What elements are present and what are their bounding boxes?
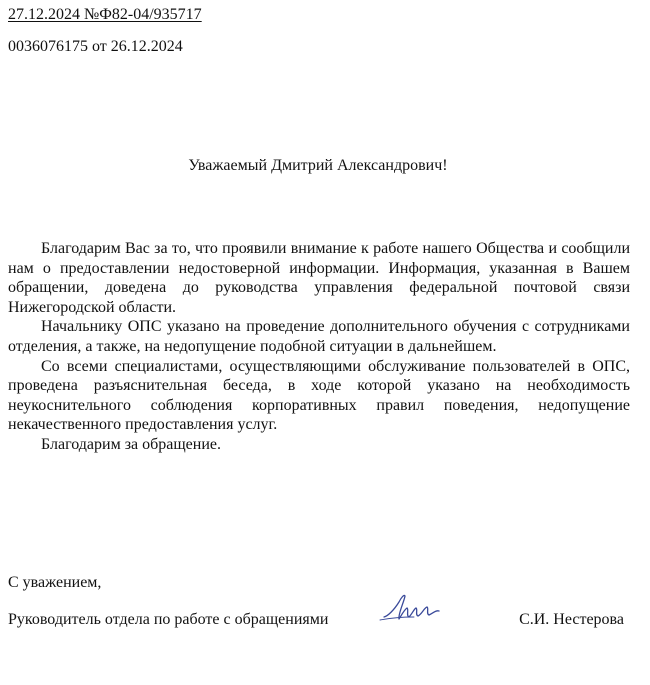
signer-name: С.И. Нестерова	[519, 611, 624, 628]
handwritten-signature	[378, 590, 448, 626]
regards-line: С уважением,	[8, 574, 102, 591]
signature-block	[8, 611, 630, 635]
letter-body	[8, 239, 630, 455]
body-paragraph: Начальнику ОПС указано на проведение дополнительного обучения с сотрудниками отделения, а также, на недопущение подобной ситуации в дальнейшем.	[8, 318, 630, 355]
signer-position: Руководитель отдела по работе с обращениями	[8, 611, 329, 628]
registration-number	[8, 6, 202, 24]
body-paragraph: Благодарим за обращение.	[41, 435, 222, 453]
body-paragraph: Со всеми специалистами, осуществляющими обслуживание пользователей в ОПС, проведена разъяснительная беседа, в ходе которой указано на необходимость неукоснительного соблюдения корпоративных правил поведения, недопущение некачественного предоставления услуг.	[8, 357, 630, 434]
registration-number-text: 27.12.2024 №Ф82-04/935717	[8, 6, 202, 23]
body-paragraph: Благодарим Вас за то, что проявили внимание к работе нашего Общества и сообщили нам о предоставлении недостоверной информации. Информация, указанная в Вашем обращении, доведена до руководства управления федеральной почтовой связи Нижегородской области.	[8, 240, 630, 316]
salutation: Уважаемый Дмитрий Александрович!	[188, 157, 448, 174]
reference-number: 0036076175 от 26.12.2024	[8, 38, 183, 55]
